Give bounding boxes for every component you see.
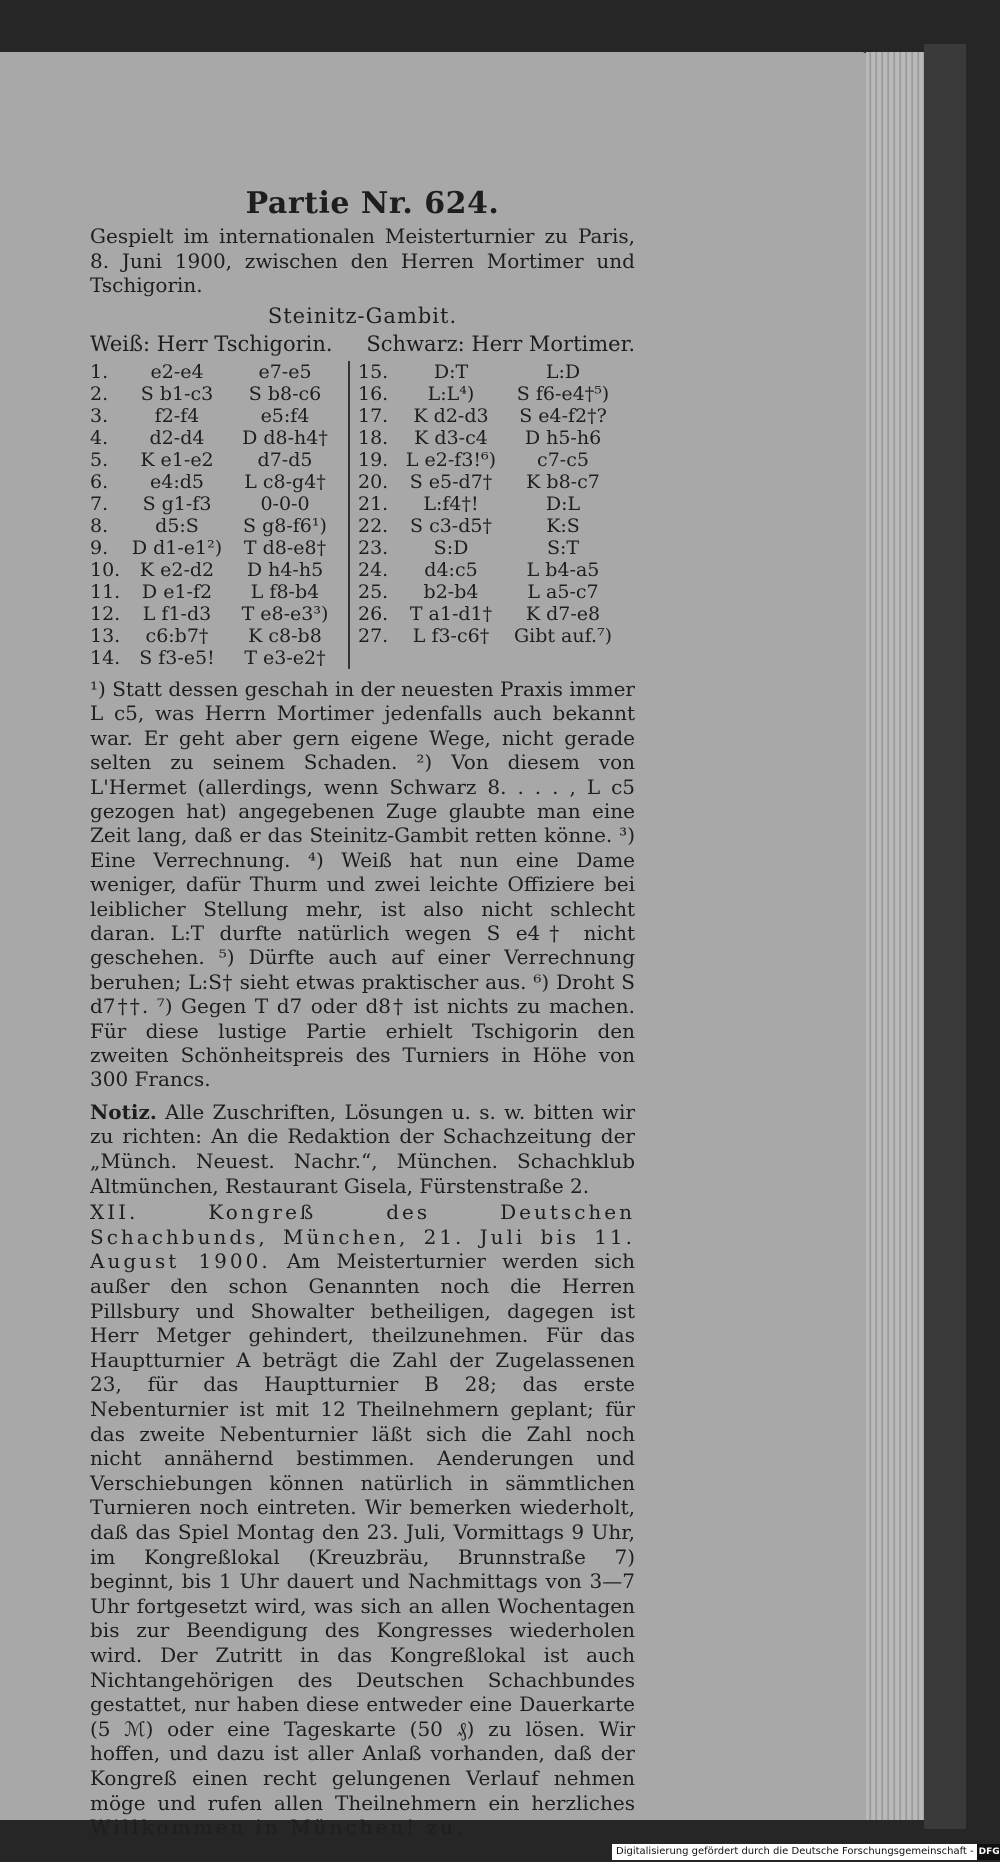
black-move: D:L: [545, 492, 581, 515]
white-move: K e1-e2: [140, 448, 214, 471]
white-move: L e2-f3!⁶): [405, 448, 497, 471]
white-move: S e5-d7†: [409, 470, 493, 493]
black-move: D h5-h6: [524, 426, 602, 449]
move-number: 12.: [90, 602, 121, 625]
black-move: T e8-e3³): [241, 602, 329, 625]
move-row: [90, 493, 348, 515]
move-number: 8.: [90, 514, 109, 537]
move-number: 5.: [90, 448, 109, 471]
white-move: f2-f4: [154, 404, 200, 427]
game-title: Partie Nr. 624.: [245, 186, 500, 221]
white-move: b2-b4: [423, 580, 479, 603]
move-row: [358, 405, 628, 427]
move-row: [90, 581, 348, 603]
white-move: d2-d4: [149, 426, 205, 449]
congress-closing: Willkommen in München! zu.: [90, 1815, 466, 1840]
move-number: 20.: [358, 470, 389, 493]
black-move: Gibt auf.⁷): [513, 624, 613, 647]
opening-name: Steinitz-Gambit.: [267, 303, 458, 328]
black-move: S b8-c6: [248, 382, 322, 405]
move-number: 27.: [358, 624, 389, 647]
move-row: [90, 471, 348, 493]
move-number: 19.: [358, 448, 389, 471]
notice-text: Alle Zuschriften, Lösungen u. s. w. bitten wir zu richten: An die Redaktion der Schachzeitung der „Münch. Neuest. Nachr.“, München. Schachklub Altmünchen, Restaurant Gisela, Fürstenstraße 2.: [90, 1099, 635, 1198]
notice-label: Notiz.: [90, 1099, 157, 1124]
black-move: T e3-e2†: [244, 646, 326, 669]
move-number: 3.: [90, 404, 109, 427]
black-move: S e4-f2†?: [519, 404, 607, 427]
congress-text: Am Meisterturnier werden sich außer den schon Genannten noch die Herren Pillsbury und Showalter betheiligen, dagegen ist Herr Metger gehindert, theilzunehmen. Für das Hauptturnier A beträgt die Zahl der Zugelassenen 23, für das Hauptturnier B 28; das erste Nebenturnier ist mit 12 Theilnehmern geplant; für das zweite Nebenturnier läßt sich die Zahl noch nicht annähernd bestimmen. Aenderungen und Verschiebungen können natürlich in sämmtlichen Turnieren noch eintreten. Wir bemerken wiederholt, daß das Spiel Montag den 23. Juli, Vormittags 9 Uhr, im Kongreßlokal (Kreuzbräu, Brunnstraße 7) beginnt, bis 1 Uhr dauert und Nachmittags von 3—7 Uhr fortgesetzt wird, was sich an allen Wochentagen bis zur Beendigung des Kongresses wiederholen wird. Der Zutritt in das Kongreßlokal ist auch Nichtangehörigen des Deutschen Schachbundes gestattet, nur haben diese entweder eine Dauerkarte (5 ℳ) oder eine Tageskarte (50 ₰) zu lösen. Wir hoffen, und dazu ist aller Anlaß vorhanden, daß der Kongreß einen recht gelungenen Verlauf nehmen möge und rufen allen Theilnehmern ein herzliches: [90, 1249, 635, 1815]
white-move: L:L⁴): [427, 382, 475, 405]
black-move: d7-d5: [257, 448, 313, 471]
move-row: [90, 515, 348, 537]
move-number: 17.: [358, 404, 389, 427]
move-number: 7.: [90, 492, 109, 515]
white-move: T a1-d1†: [409, 602, 493, 625]
move-number: 15.: [358, 360, 389, 383]
move-number: 23.: [358, 536, 389, 559]
black-move: D d8-h4†: [242, 426, 328, 449]
players-line: [90, 332, 635, 357]
black-move: T d8-e8†: [243, 536, 327, 559]
move-row: [90, 383, 348, 405]
move-row: [358, 625, 628, 647]
move-number: 16.: [358, 382, 389, 405]
white-move: S f3-e5!: [139, 646, 215, 669]
move-row: [90, 625, 348, 647]
white-move: L f1-d3: [142, 602, 212, 625]
black-move: K d7-e8: [525, 602, 601, 625]
move-number: 10.: [90, 558, 121, 581]
move-number: 11.: [90, 580, 121, 603]
move-row: [358, 427, 628, 449]
move-row: [358, 581, 628, 603]
congress-heading: XII. Kongreß des Deutschen Schachbunds, München, 21. Juli bis 11. August 1900.: [90, 1200, 635, 1274]
game-annotations: ¹) Statt dessen geschah in der neuesten Praxis immer L c5, was Herrn Mortimer jedenfalls auch bekannt war. Er geht aber gern eigene Wege, nicht gerade selten zu seinem Schaden. ²) Von diesem von L'Hermet (allerdings, wenn Schwarz 8. . . . , L c5 gezogen hat) angegebenen Zuge glaubte man eine Zeit lang, daß er das Steinitz-Gambit retten könne. ³) Eine Verrechnung. ⁴) Weiß hat nun eine Dame weniger, dafür Thurm und zwei leichte Offiziere bei leiblicher Stellung mehr, ist also nicht schlecht daran. L:T durfte natürlich wegen S e4† nicht geschehen. ⁵) Dürfte auch auf einer Verrechnung beruhen; L:S† sieht etwas praktischer aus. ⁶) Droht S d7††. ⁷) Gegen T d7 oder d8† ist nichts zu machen. Für diese lustige Partie erhielt Tschigorin den zweiten Schönheitspreis des Turniers in Höhe von 300 Francs.: [90, 676, 635, 1092]
move-row: [90, 361, 348, 383]
white-move: L f3-c6†: [412, 624, 490, 647]
white-move: D:T: [433, 360, 469, 383]
move-number: 1.: [90, 360, 109, 383]
black-move: K c8-b8: [248, 624, 322, 647]
notice-paragraph: [90, 1100, 635, 1198]
move-column-right: [348, 361, 628, 669]
white-move: K d2-d3: [413, 404, 489, 427]
move-number: 4.: [90, 426, 109, 449]
white-move: S g1-f3: [142, 492, 212, 515]
move-number: 25.: [358, 580, 389, 603]
move-row: [358, 383, 628, 405]
black-move: L a5-c7: [527, 580, 599, 603]
move-number: 6.: [90, 470, 109, 493]
move-row: [90, 537, 348, 559]
move-row: [358, 361, 628, 383]
white-move: S:D: [433, 536, 469, 559]
black-move: L b4-a5: [526, 558, 600, 581]
white-move: D e1-f2: [141, 580, 213, 603]
move-number: 14.: [90, 646, 121, 669]
white-player: Weiß: Herr Tschigorin.: [90, 332, 333, 357]
move-number: 9.: [90, 536, 109, 559]
move-number: 24.: [358, 558, 389, 581]
white-move: K d3-c4: [414, 426, 488, 449]
move-number: 2.: [90, 382, 109, 405]
move-list: [90, 361, 635, 669]
black-move: S g8-f6¹): [243, 514, 327, 537]
move-row: [90, 427, 348, 449]
white-move: S c3-d5†: [410, 514, 492, 537]
move-number: 21.: [358, 492, 389, 515]
white-move: d5:S: [155, 514, 199, 537]
black-move: S f6-e4†⁵): [516, 382, 610, 405]
white-move: e4:d5: [150, 470, 204, 493]
black-move: S:T: [546, 536, 580, 559]
move-row: [90, 647, 348, 669]
move-number: 26.: [358, 602, 389, 625]
move-row: [358, 603, 628, 625]
black-move: L c8-g4†: [244, 470, 326, 493]
move-row: [90, 603, 348, 625]
digitization-credit: [612, 1844, 1000, 1860]
white-move: S b1-c3: [140, 382, 214, 405]
game-intro: Gespielt im internationalen Meisterturnier zu Paris, 8. Juni 1900, zwischen den Herren Mortimer und Tschigorin.: [90, 224, 635, 298]
black-move: c7-c5: [537, 448, 589, 471]
white-move: D d1-e1²): [131, 536, 223, 559]
move-number: 13.: [90, 624, 121, 647]
move-row: [358, 471, 628, 493]
black-move: e7-e5: [258, 360, 312, 383]
black-move: D h4-h5: [246, 558, 324, 581]
move-row: [90, 449, 348, 471]
credit-text: Digitalisierung gefördert durch die Deutsche Forschungsgemeinschaft -: [616, 1846, 974, 1857]
move-row: [358, 537, 628, 559]
move-number: 22.: [358, 514, 389, 537]
move-row: [358, 515, 628, 537]
move-number: 18.: [358, 426, 389, 449]
white-move: c6:b7†: [145, 624, 209, 647]
black-player: Schwarz: Herr Mortimer.: [366, 332, 635, 357]
white-move: K e2-d2: [139, 558, 215, 581]
book-cover-edge: [924, 44, 966, 1829]
black-move: L f8-b4: [250, 580, 320, 603]
black-move: L:D: [545, 360, 581, 383]
white-move: d4:c5: [424, 558, 478, 581]
move-row: [358, 493, 628, 515]
move-row: [90, 559, 348, 581]
black-move: 0-0-0: [260, 492, 310, 515]
move-row: [358, 559, 628, 581]
black-move: K b8-c7: [526, 470, 600, 493]
move-row: [90, 405, 348, 427]
congress-paragraph: [90, 1200, 635, 1839]
black-move: K:S: [546, 514, 580, 537]
move-row: [358, 449, 628, 471]
dfg-logo: DFG: [977, 1844, 1000, 1860]
page-stack-edge: [866, 52, 924, 1820]
page-content: [90, 186, 635, 1840]
black-move: e5:f4: [260, 404, 310, 427]
move-column-left: [90, 361, 348, 669]
white-move: L:f4†!: [423, 492, 479, 515]
white-move: e2-e4: [150, 360, 204, 383]
